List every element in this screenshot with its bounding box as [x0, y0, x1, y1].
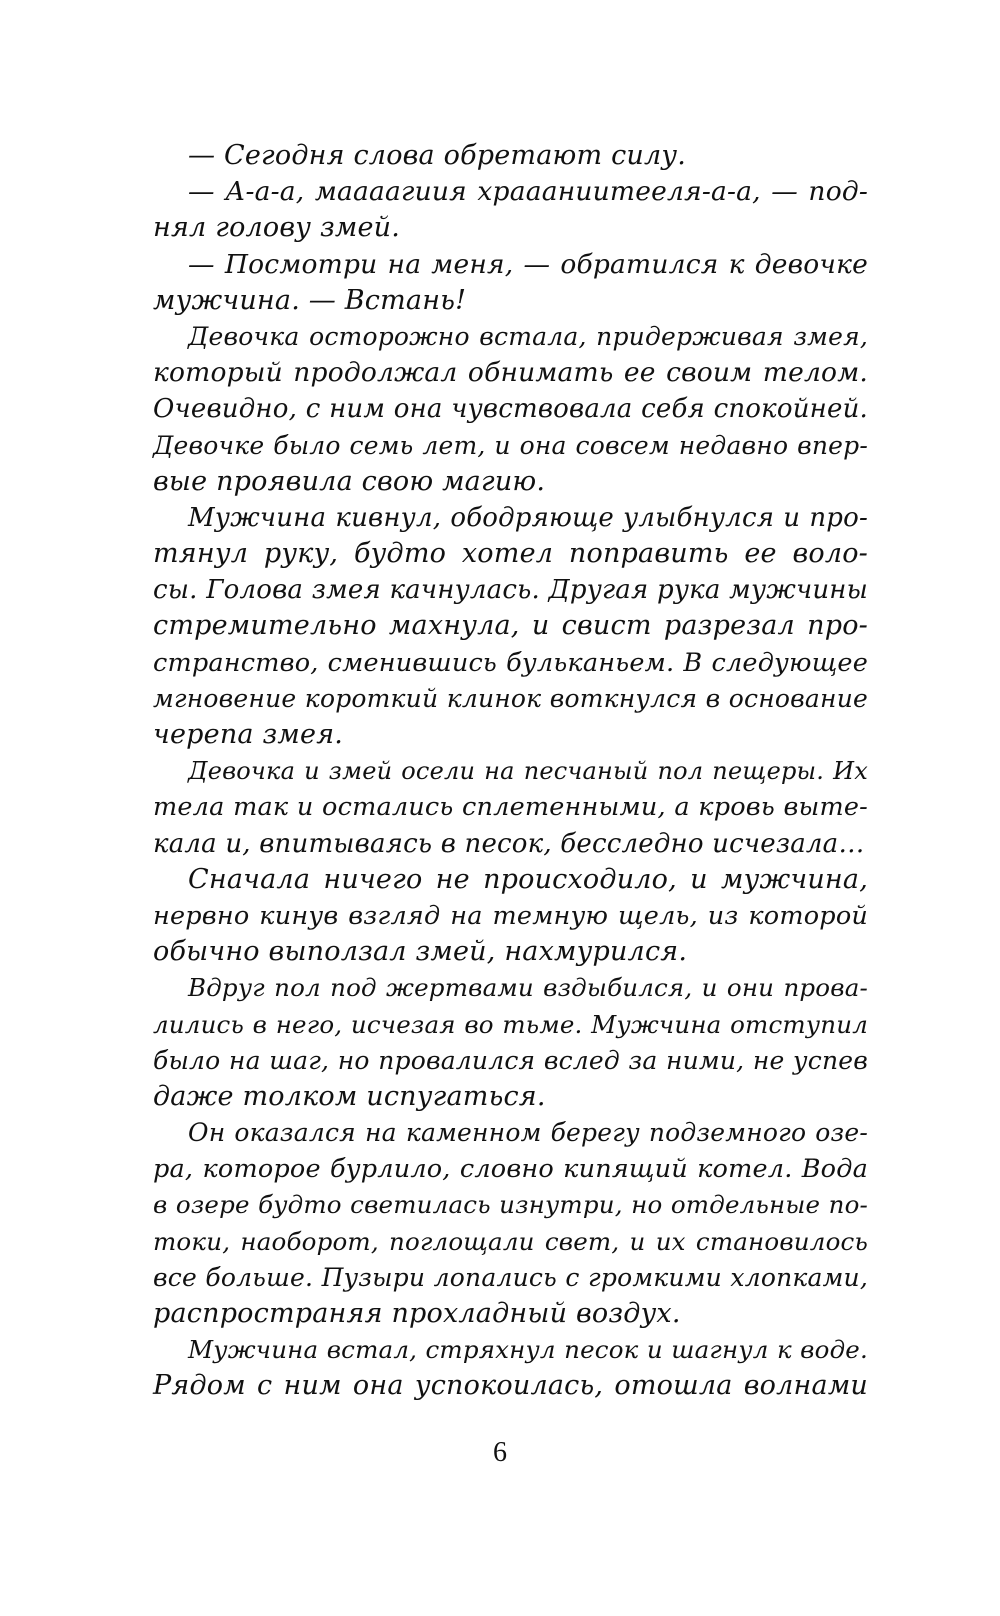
- text-line: сы. Голова змея качнулась. Другая рука мужчины: [153, 575, 868, 606]
- text-line: Мужчина встал, стряхнул песок и шагнул к воде.: [188, 1335, 868, 1365]
- text-line: Сначала ничего не происходило, и мужчина,: [188, 863, 868, 895]
- text-line: — Посмотри на меня, — обратился к девочке: [188, 248, 868, 280]
- text-line: в озере будто светилась изнутри, но отдельные по-: [153, 1190, 868, 1220]
- text-line: Девочка и змей осели на песчаный пол пещеры. Их: [188, 757, 868, 786]
- text-line: лились в него, исчезая во тьме. Мужчина отступил: [153, 1009, 868, 1039]
- text-line: Рядом с ним она успокоилась, отошла волнами: [153, 1370, 868, 1402]
- text-line: Очевидно, с ним она чувствовала себя спокойней.: [153, 394, 868, 425]
- text-line: Он оказался на каменном берегу подземного озе-: [188, 1118, 868, 1148]
- text-line: Девочка осторожно встала, придерживая змея,: [188, 321, 868, 351]
- text-line: — Сегодня слова обретают силу.: [188, 140, 687, 171]
- body-text: [153, 138, 868, 1405]
- text-line: мгновение короткий клинок воткнулся в основание: [153, 683, 868, 713]
- text-line: — А-а-а, маааагиия храааниитееля-а-а, — под-: [188, 176, 868, 208]
- text-line: было на шаг, но провалился вслед за ними, не успев: [153, 1045, 868, 1075]
- text-line: стремительно махнула, и свист разрезал про-: [153, 610, 868, 642]
- page-number: 6: [493, 1437, 507, 1468]
- text-line: распространяя прохладный воздух.: [153, 1298, 681, 1329]
- text-line: вые проявила свою магию.: [153, 465, 546, 497]
- text-line: обычно выползал змей, нахмурился.: [153, 936, 688, 968]
- text-line: мужчина. — Встань!: [153, 284, 467, 316]
- text-line: который продолжал обнимать ее своим телом.: [153, 357, 868, 389]
- text-line: ра, которое бурлило, словно кипящий котел. Вода: [153, 1154, 868, 1185]
- text-line: Вдруг пол под жертвами вздыбился, и они прова-: [188, 973, 868, 1003]
- text-line: Девочке было семь лет, и она совсем недавно впер-: [153, 430, 868, 460]
- text-line: кала и, впитываясь в песок, бесследно исчезала…: [153, 828, 865, 859]
- text-line: тянул руку, будто хотел поправить ее воло-: [153, 538, 868, 570]
- text-line: нял голову змей.: [153, 212, 401, 244]
- text-line: все больше. Пузыри лопались с громкими хлопками,: [153, 1262, 868, 1292]
- text-line: даже толком испугаться.: [153, 1080, 546, 1112]
- text-line: нервно кинув взгляд на темную щель, из которой: [153, 900, 868, 931]
- text-line: странство, сменившись бульканьем. В следующее: [153, 647, 868, 678]
- text-line: токи, наоборот, поглощали свет, и их становилось: [153, 1226, 868, 1256]
- text-line: тела так и остались сплетенными, а кровь выте-: [153, 792, 868, 823]
- text-line: Мужчина кивнул, ободряюще улыбнулся и про-: [188, 502, 868, 533]
- text-line: черепа змея.: [153, 719, 344, 750]
